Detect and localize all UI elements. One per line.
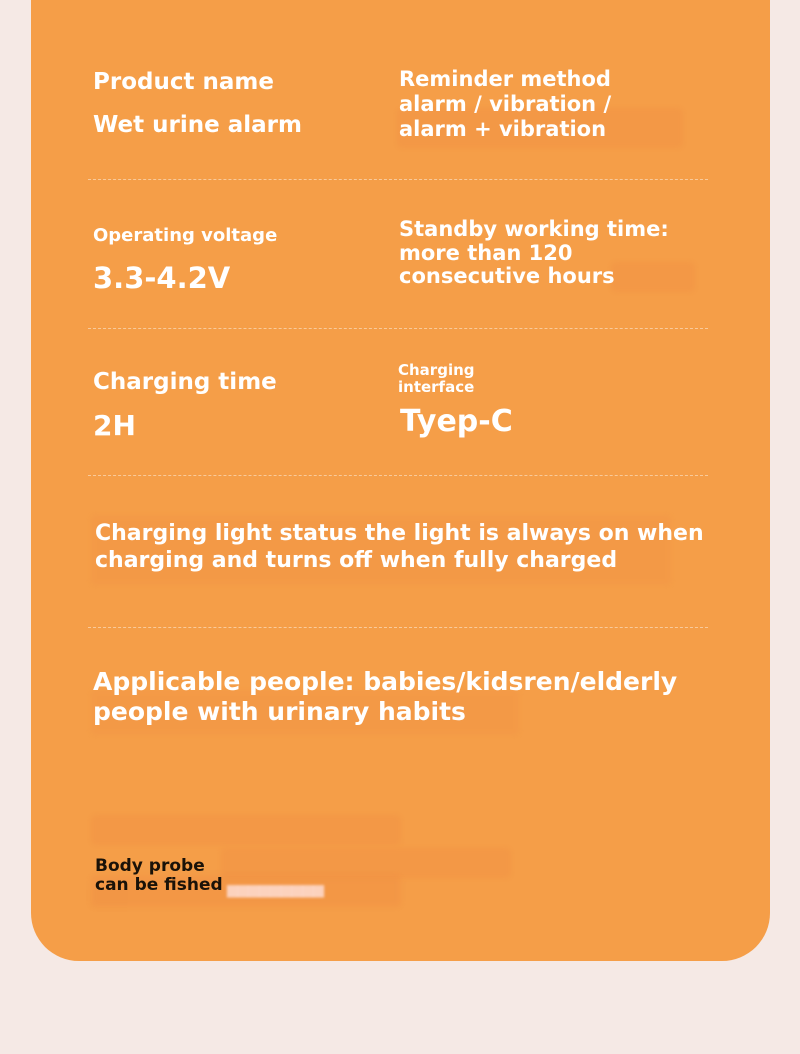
- standby-line1: Standby working time:: [399, 217, 669, 241]
- charging-interface-line2: interface: [398, 378, 475, 396]
- standby-line2: more than 120: [399, 241, 573, 265]
- blurred-watermark: ▆▆▆▆▆▆▆▆▆: [227, 882, 324, 898]
- applicable-people-line1: Applicable people: babies/kidsren/elderly: [93, 667, 678, 696]
- product-name-label: Product name: [93, 69, 274, 95]
- product-name-value: Wet urine alarm: [93, 112, 302, 138]
- light-status-line2: charging and turns off when fully charged: [95, 548, 618, 573]
- voltage-label: Operating voltage: [93, 225, 278, 246]
- charging-interface-line1: Charging: [398, 361, 475, 379]
- text-smudge: [221, 848, 511, 878]
- voltage-value: 3.3-4.2V: [93, 261, 231, 295]
- reminder-method-line1: Reminder method: [399, 67, 611, 91]
- body-probe-line1: Body probe: [95, 856, 205, 876]
- applicable-people-line2: people with urinary habits: [93, 697, 466, 726]
- text-smudge: [611, 262, 695, 292]
- body-probe-line2: can be fished: [95, 875, 223, 895]
- standby-line3: consecutive hours: [399, 264, 615, 288]
- reminder-method-line2: alarm / vibration /: [399, 92, 612, 116]
- charging-time-label: Charging time: [93, 369, 277, 395]
- spec-card: [31, 0, 770, 961]
- section-divider: [88, 328, 708, 329]
- section-divider: [88, 475, 708, 476]
- reminder-method-line3: alarm + vibration: [399, 117, 607, 141]
- section-divider: [88, 179, 708, 180]
- light-status-line1: Charging light status the light is always on when: [95, 521, 704, 546]
- text-smudge: [91, 815, 401, 845]
- charging-time-value: 2H: [93, 409, 136, 442]
- section-divider: [88, 627, 708, 628]
- charging-interface-value: Tyep-C: [400, 404, 513, 439]
